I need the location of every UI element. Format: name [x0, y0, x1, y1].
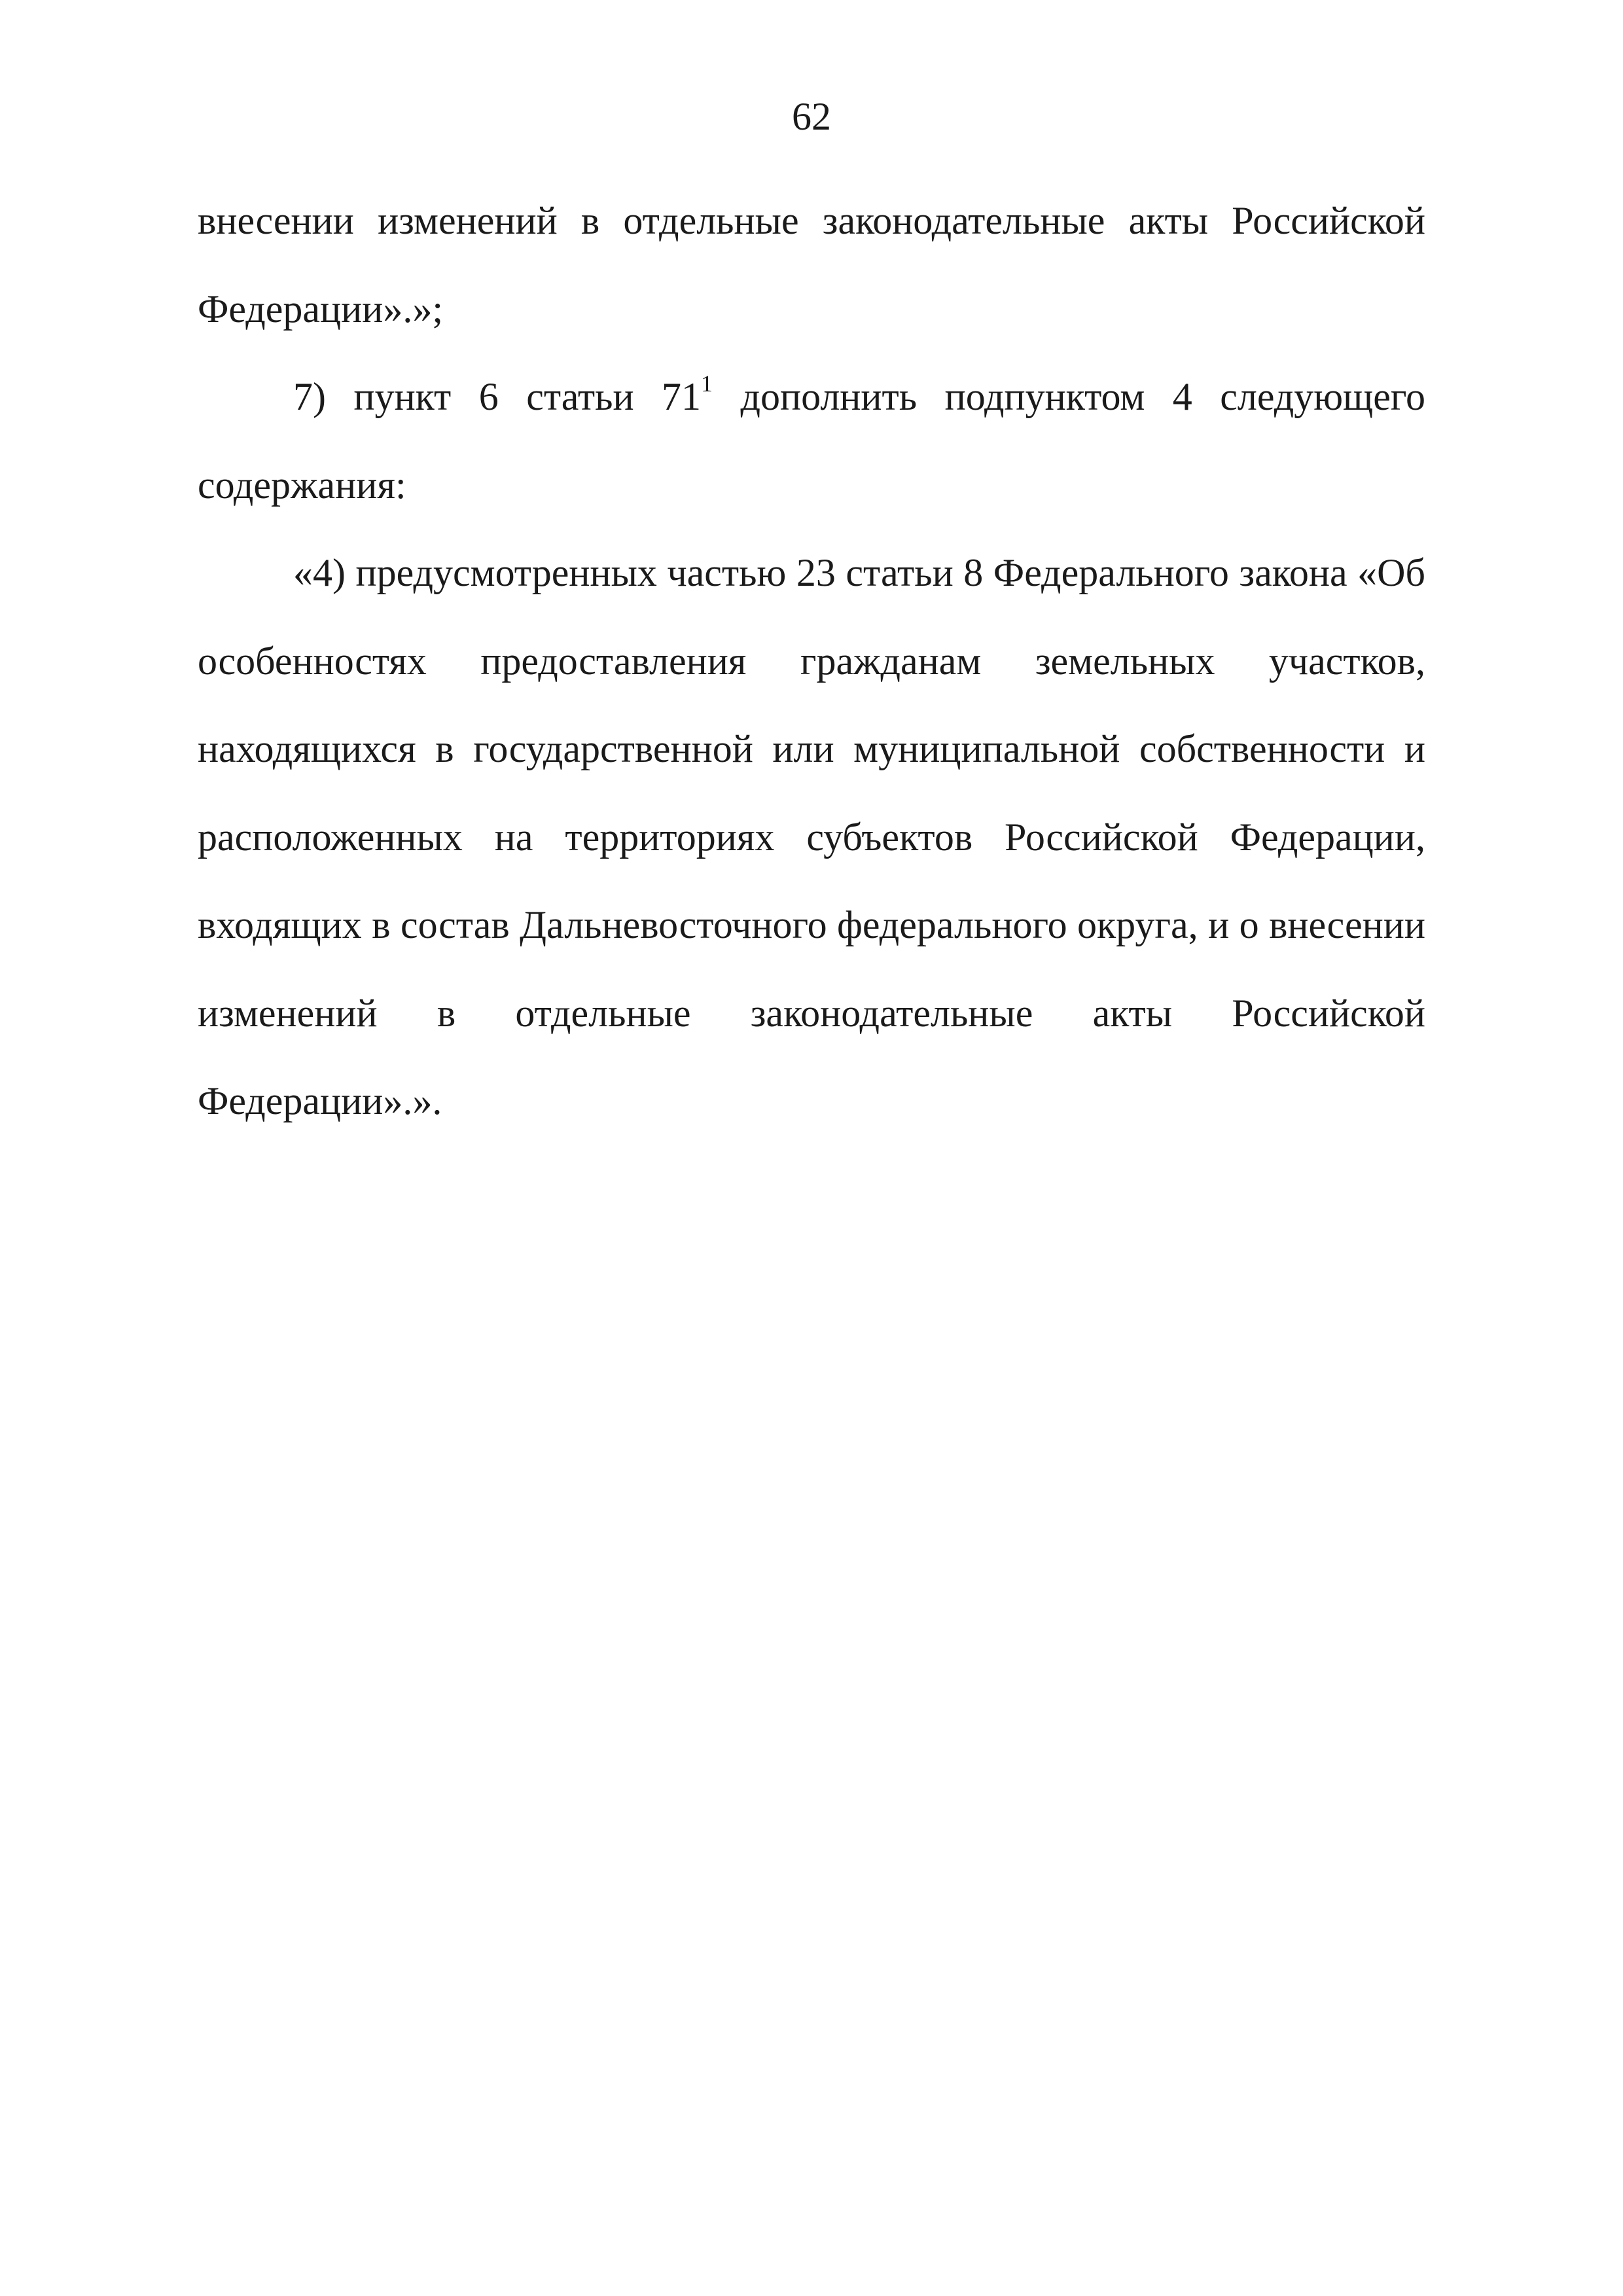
document-body	[198, 177, 1425, 1145]
paragraph-subitem-4: «4) предусмотренных частью 23 статьи 8 Федерального закона «Об особенностях предоставления гражданам земельных участков, находящихся в государственной или муниципальной собственности и расположенных на территориях субъектов Российской Федерации, входящих в состав Дальневосточного федерального округа, и о внесении изменений в отдельные законодательные акты Российской Федерации».».	[198, 551, 1425, 1122]
article-superscript: 1	[701, 370, 713, 397]
paragraph-item-7-text-end: дополнить подпунктом 4 следующего содержания:	[198, 375, 1425, 507]
paragraph-item-7-text-start: 7) пункт 6 статьи 71	[293, 375, 702, 418]
paragraph-continuation: внесении изменений в отдельные законодательные акты Российской Федерации».»;	[198, 199, 1425, 331]
page-number: 62	[792, 95, 831, 138]
paragraph-item-7	[198, 353, 1425, 529]
